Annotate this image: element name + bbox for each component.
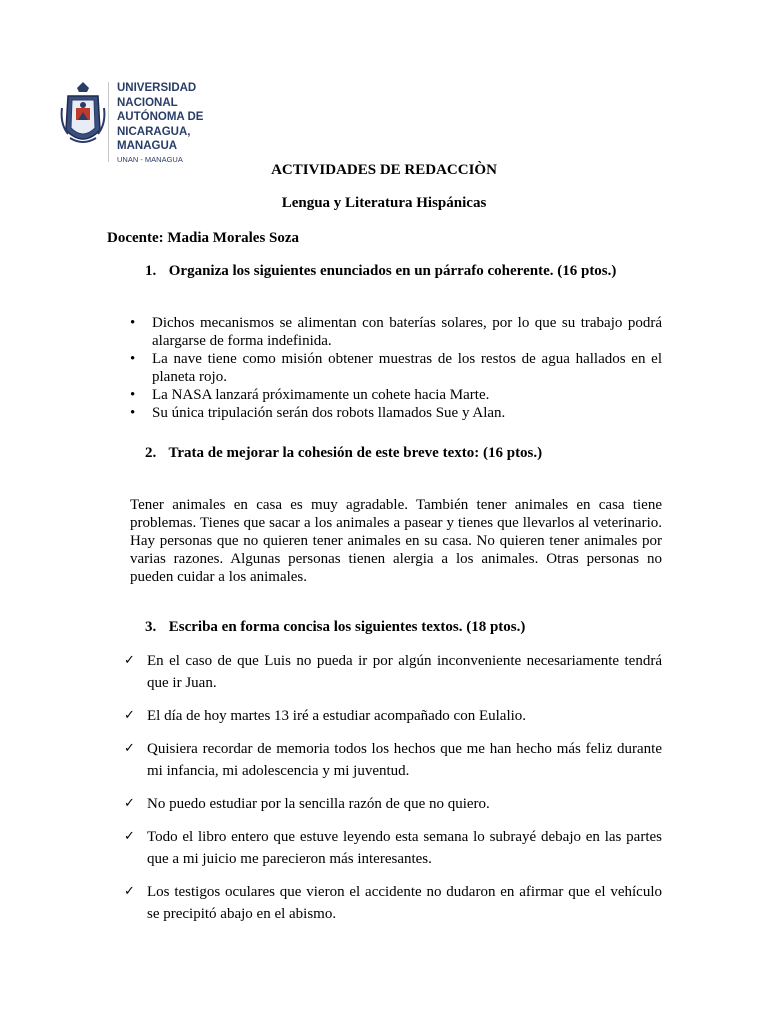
list-item [124,826,662,870]
list-item [124,650,662,694]
section-heading-text: Trata de mejorar la cohesión de este breve texto: (16 ptos.) [168,445,543,461]
section-3-list [124,650,662,936]
section-heading-text: Organiza los siguientes enunciados en un párrafo coherente. (16 ptos.) [168,263,617,279]
list-item-text: En el caso de que Luis no pueda ir por algún inconveniente necesariamente tendrá que ir Juan. [147,653,662,691]
list-item [124,881,662,925]
list-item [124,705,662,727]
list-item: • La nave tiene como misión obtener muestras de los restos de agua hallados en el planeta rojo. [130,350,662,386]
list-item: • La NASA lanzará próximamente un cohete hacia Marte. [130,386,662,404]
university-name-line: UNIVERSIDAD [117,82,197,94]
document-subtitle: Lengua y Literatura Hispánicas [281,195,487,211]
document-title: ACTIVIDADES DE REDACCIÒN [271,162,497,178]
university-seal-icon [58,78,108,158]
university-logo [58,78,208,168]
section-1-list [130,314,662,422]
list-item-text: Quisiera recordar de memoria todos los hechos que me han hecho más feliz durante mi infancia, mi adolescencia y mi juventud. [147,741,662,779]
section-number: 1. [145,263,157,279]
section-heading-text: Escriba en forma concisa los siguientes textos. (18 ptos.) [168,619,526,635]
list-item: • Su única tripulación serán dos robots llamados Sue y Alan. [130,404,662,422]
list-item-text: Todo el libro entero que estuve leyendo esta semana lo subrayé debajo en las partes que a mi juicio me parecieron más interesantes. [147,829,662,867]
section-number: 3. [145,619,157,635]
checkmark-icon: ✓ [124,741,135,756]
section-2-paragraph: Tener animales en casa es muy agradable. También tener animales en casa tiene problemas. Tienes que sacar a los animales a pasear y tienes que llevarlos al veterinario. Hay personas que no quieren tener animales en su casa. No quieren tener animales por varias razones. Algunas personas tienen alergia a los animales. Otras personas no pueden cuidar a los animales. [130,497,662,585]
checkmark-icon: ✓ [124,796,135,811]
list-item [124,793,662,815]
university-name-line: NACIONAL [117,96,178,109]
section-2-heading [145,445,542,462]
university-name-line: AUTÓNOMA DE [117,111,204,124]
university-name [117,81,203,154]
university-name-line: MANAGUA [117,140,178,153]
checkmark-icon: ✓ [124,829,135,844]
logo-divider [108,82,109,162]
checkmark-icon: ✓ [124,884,135,899]
list-item-text: Los testigos oculares que vieron el accidente no dudaron en afirmar que el vehículo se precipitó abajo en el abismo. [147,884,662,922]
university-abbreviation: UNAN - MANAGUA [117,155,183,164]
list-item-text: No puedo estudiar por la sencilla razón de que no quiero. [147,796,490,812]
teacher-name: Docente: Madia Morales Soza [107,230,300,246]
section-1-heading [145,263,616,280]
section-number: 2. [145,445,157,461]
section-3-heading [145,619,525,636]
list-item: • Dichos mecanismos se alimentan con baterías solares, por lo que su trabajo podrá alargarse de forma indefinida. [130,314,662,350]
university-name-line: NICARAGUA, [117,125,191,138]
list-item-text: El día de hoy martes 13 iré a estudiar acompañado con Eulalio. [147,708,527,724]
checkmark-icon: ✓ [124,653,135,668]
list-item [124,738,662,782]
checkmark-icon: ✓ [124,708,135,723]
